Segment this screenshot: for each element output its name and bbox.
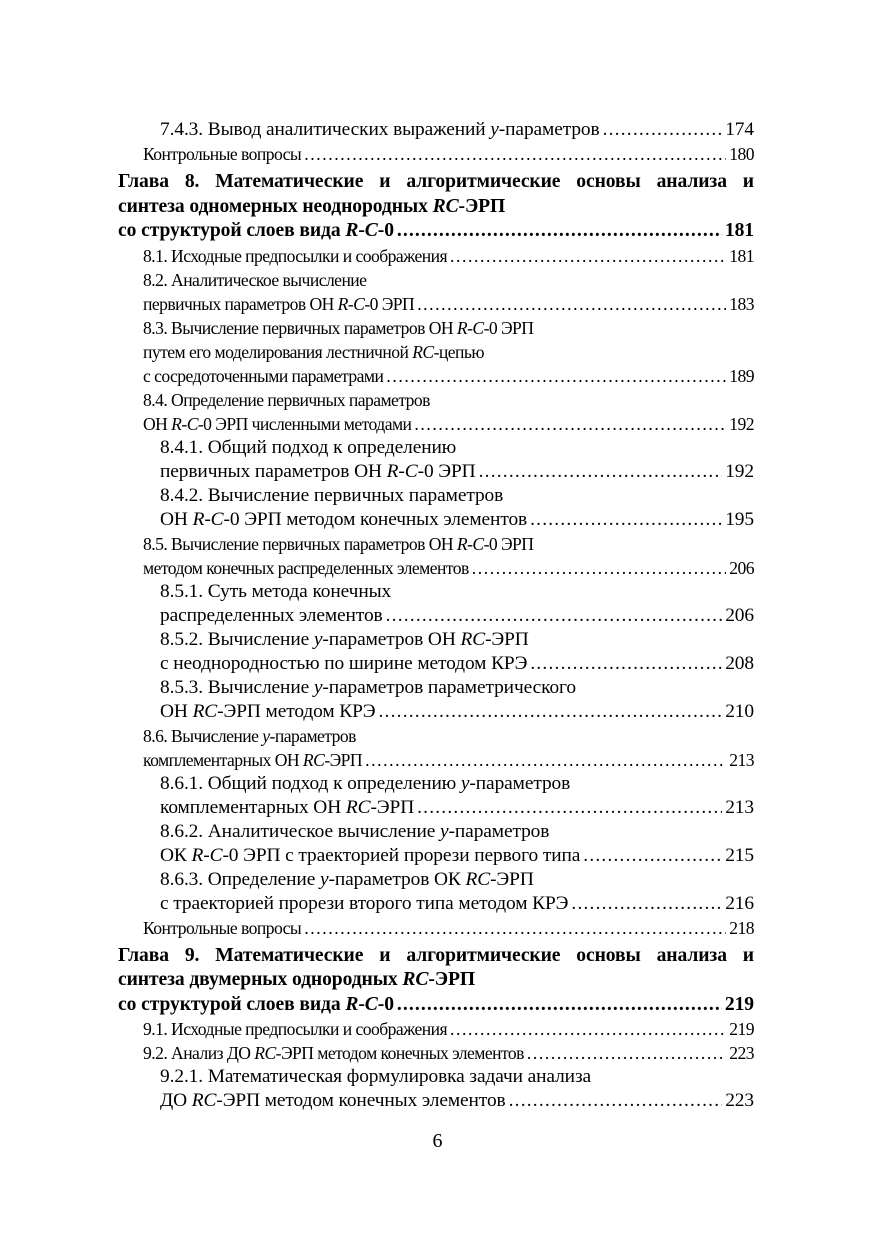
dot-leader bbox=[386, 364, 726, 388]
toc-entry[interactable] bbox=[118, 388, 754, 436]
toc-entry-title: 8.5.3. Вычисление y-параметров параметрического bbox=[160, 676, 577, 698]
toc-entry[interactable] bbox=[118, 532, 754, 580]
toc-entry-title: первичных параметров ОН R-C-0 ЭРП bbox=[143, 293, 415, 314]
toc-entry-title: распределенных элементов bbox=[160, 604, 383, 626]
toc-entry-line bbox=[118, 460, 754, 484]
toc-page-number: 223 bbox=[725, 1090, 754, 1111]
toc-entry-title: Контрольные вопросы bbox=[143, 917, 302, 938]
page-number: 6 bbox=[432, 1130, 443, 1152]
toc-entry-title: Контрольные вопросы bbox=[143, 144, 302, 164]
dot-leader bbox=[365, 748, 726, 772]
toc-entry-title: методом конечных распределенных элементов bbox=[143, 557, 469, 578]
toc-page-number: 183 bbox=[729, 293, 754, 314]
toc-entry-title: 8.4.1. Общий подход к определению bbox=[160, 436, 457, 458]
toc-page-number: 210 bbox=[725, 700, 754, 722]
toc-entry-line bbox=[118, 604, 754, 628]
toc-entry-line bbox=[118, 700, 754, 724]
toc-entry[interactable] bbox=[118, 724, 754, 772]
toc-entry-title: со структурой слоев вида R-C-0 bbox=[118, 993, 394, 1015]
toc-page-number: 206 bbox=[725, 604, 754, 626]
dot-leader bbox=[472, 556, 727, 580]
toc-entry-title: Глава 8. Математические и алгоритмические основы анализа и bbox=[118, 171, 754, 192]
toc-page-number: 208 bbox=[725, 652, 754, 674]
toc-entry-line bbox=[118, 219, 754, 244]
dot-leader bbox=[414, 412, 726, 436]
dot-leader bbox=[450, 244, 726, 268]
toc-entry-line bbox=[118, 993, 754, 1018]
toc-entry-title: 8.6. Вычисление y-параметров bbox=[143, 725, 356, 746]
toc-entry-title: со структурой слоев вида R-C-0 bbox=[118, 220, 394, 241]
toc-entry-title: 8.4. Определение первичных параметров bbox=[143, 389, 430, 410]
toc-entry-title: путем его моделирования лестничной RC-цепью bbox=[143, 341, 484, 362]
toc-entry-title: ОН RC-ЭРП методом КРЭ bbox=[160, 700, 376, 722]
toc-entry-title: 8.1. Исходные предпосылки и соображения bbox=[143, 245, 448, 266]
toc-page-number: 180 bbox=[729, 144, 754, 164]
toc-entry-title: 9.1. Исходные предпосылки и соображения bbox=[143, 1019, 448, 1039]
toc-entry-line bbox=[118, 292, 754, 316]
toc-entry[interactable] bbox=[118, 820, 754, 868]
toc-entry-title: синтеза двумерных однородных RC-ЭРП bbox=[118, 969, 475, 990]
toc-entry-line bbox=[118, 772, 754, 796]
toc-entry-title: ОН R-C-0 ЭРП численными методами bbox=[143, 413, 412, 434]
toc-entry-line bbox=[118, 748, 754, 772]
dot-leader bbox=[479, 460, 723, 484]
toc-entry-title: Глава 9. Математические и алгоритмические основы анализа и bbox=[118, 944, 754, 966]
toc-entry-title: 8.2. Аналитическое вычисление bbox=[143, 269, 367, 290]
toc-entry-title: первичных параметров ОН R-C-0 ЭРП bbox=[160, 460, 476, 482]
toc-entry-line bbox=[118, 1089, 754, 1113]
toc-page-number: 213 bbox=[725, 796, 754, 818]
toc-entry-line bbox=[118, 868, 754, 892]
toc-entry-line bbox=[118, 195, 754, 220]
toc-entry-line bbox=[118, 142, 754, 166]
toc-entry-line bbox=[118, 724, 754, 748]
toc-entry-line bbox=[118, 508, 754, 532]
dot-leader bbox=[583, 844, 722, 868]
toc-entry-title: 9.2.1. Математическая формулировка задачи анализа bbox=[160, 1066, 592, 1087]
toc-entry-line bbox=[118, 532, 754, 556]
toc-entry-title: 8.5.1. Суть метода конечных bbox=[160, 580, 392, 602]
toc-entry[interactable] bbox=[118, 772, 754, 820]
toc-entry-line bbox=[118, 436, 754, 460]
toc-entry-line bbox=[118, 244, 754, 268]
toc-entry-line bbox=[118, 580, 754, 604]
dot-leader bbox=[397, 993, 722, 1018]
toc-entry-line bbox=[118, 268, 754, 292]
toc-entry-title: комплементарных ОН RC-ЭРП bbox=[143, 749, 363, 770]
toc-entry-title: 8.6.3. Определение y-параметров ОК RC-ЭРП bbox=[160, 868, 534, 890]
toc-entry-line bbox=[118, 968, 754, 993]
toc-entry-line bbox=[118, 628, 754, 652]
toc-entry-line bbox=[118, 916, 754, 940]
toc-entry[interactable] bbox=[118, 1017, 754, 1041]
dot-leader bbox=[450, 1017, 726, 1041]
toc-chapter-entry[interactable] bbox=[118, 170, 754, 244]
dot-leader bbox=[571, 892, 722, 916]
toc-page-number: 192 bbox=[725, 460, 754, 482]
toc-entry-line bbox=[118, 820, 754, 844]
toc-page-number: 216 bbox=[725, 892, 754, 914]
toc-page-number: 189 bbox=[729, 365, 754, 386]
dot-leader bbox=[603, 118, 723, 142]
toc-entry-title: 8.4.2. Вычисление первичных параметров bbox=[160, 484, 504, 506]
toc-entry[interactable] bbox=[118, 580, 754, 628]
toc-entry[interactable] bbox=[118, 1041, 754, 1065]
toc-entry-title: 8.6.2. Аналитическое вычисление y-параметров bbox=[160, 820, 550, 842]
toc-entry-line bbox=[118, 556, 754, 580]
toc-entry-line bbox=[118, 944, 754, 969]
dot-leader bbox=[304, 142, 726, 166]
toc-entry-title: ОН R-C-0 ЭРП методом конечных элементов bbox=[160, 508, 528, 530]
dot-leader bbox=[379, 700, 723, 724]
toc-page-number: 195 bbox=[725, 508, 754, 530]
toc-entry-line bbox=[118, 796, 754, 820]
dot-leader bbox=[417, 292, 726, 316]
toc-chapter-entry[interactable] bbox=[118, 944, 754, 1018]
toc-page-number: 219 bbox=[729, 1019, 754, 1039]
toc-entry-line bbox=[118, 844, 754, 868]
toc-entry[interactable] bbox=[118, 868, 754, 916]
toc-page-number: 206 bbox=[729, 557, 754, 578]
toc-entry[interactable] bbox=[118, 316, 754, 388]
toc-entry-line bbox=[118, 1041, 754, 1065]
toc-entry[interactable] bbox=[118, 916, 754, 940]
toc-page-number: 181 bbox=[724, 220, 754, 241]
dot-leader bbox=[530, 652, 722, 676]
toc-entry-title: 9.2. Анализ ДО RC-ЭРП методом конечных элементов bbox=[143, 1043, 524, 1063]
toc-entry-line bbox=[118, 484, 754, 508]
dot-leader bbox=[417, 796, 722, 820]
toc-entry-title: с траекторией прорези второго типа методом КРЭ bbox=[160, 892, 569, 914]
toc-entry-line bbox=[118, 1017, 754, 1041]
toc-page-number: 174 bbox=[725, 119, 754, 140]
toc-entry[interactable] bbox=[118, 142, 754, 166]
toc-entry-title: 8.3. Вычисление первичных параметров ОН R-C-0 ЭРП bbox=[143, 317, 534, 338]
toc-page-number: 181 bbox=[729, 245, 754, 266]
dot-leader bbox=[527, 1041, 726, 1065]
toc-entry-title: 8.5. Вычисление первичных параметров ОН R-C-0 ЭРП bbox=[143, 533, 534, 554]
toc-page-number: 213 bbox=[729, 749, 754, 770]
toc-entry-title: ОК R-C-0 ЭРП с траекторией прорези первого типа bbox=[160, 844, 581, 866]
toc-entry-line bbox=[118, 170, 754, 195]
toc-entry[interactable] bbox=[118, 118, 754, 142]
toc-entry[interactable] bbox=[118, 676, 754, 724]
toc-entry-line bbox=[118, 118, 754, 142]
toc-entry-title: 8.5.2. Вычисление y-параметров ОН RC-ЭРП bbox=[160, 628, 529, 650]
toc-page-number: 192 bbox=[729, 413, 754, 434]
toc-entry-line bbox=[118, 892, 754, 916]
toc-entry-line bbox=[118, 364, 754, 388]
toc-page-number: 218 bbox=[729, 917, 754, 938]
dot-leader bbox=[530, 508, 722, 532]
dot-leader bbox=[304, 916, 726, 940]
toc-entry-line bbox=[118, 652, 754, 676]
toc-entry[interactable] bbox=[118, 268, 754, 316]
toc-page-number: 215 bbox=[725, 844, 754, 866]
toc-entry[interactable] bbox=[118, 436, 754, 484]
toc-entry-line bbox=[118, 316, 754, 340]
toc-entry-title: синтеза одномерных неоднородных RC-ЭРП bbox=[118, 195, 506, 217]
toc-entry-line bbox=[118, 412, 754, 436]
toc-entry-title: ДО RC-ЭРП методом конечных элементов bbox=[160, 1090, 506, 1111]
toc-entry-line bbox=[118, 388, 754, 412]
toc-entry[interactable] bbox=[118, 1065, 754, 1113]
toc-entry-line bbox=[118, 676, 754, 700]
toc-entry-title: комплементарных ОН RC-ЭРП bbox=[160, 796, 415, 818]
dot-leader bbox=[397, 219, 722, 244]
toc-page-number: 219 bbox=[724, 993, 754, 1015]
toc-entry-title: 7.4.3. Вывод аналитических выражений y-параметров bbox=[160, 119, 600, 140]
toc-entry-title: 8.6.1. Общий подход к определению y-параметров bbox=[160, 772, 571, 794]
toc-entry-title: с неоднородностью по ширине методом КРЭ bbox=[160, 652, 528, 674]
toc-entry-line bbox=[118, 1065, 754, 1089]
table-of-contents bbox=[118, 118, 754, 1113]
toc-entry-line bbox=[118, 340, 754, 364]
toc-page-number: 223 bbox=[729, 1043, 754, 1063]
toc-entry[interactable] bbox=[118, 484, 754, 532]
toc-entry[interactable] bbox=[118, 244, 754, 268]
dot-leader bbox=[386, 604, 723, 628]
toc-entry[interactable] bbox=[118, 628, 754, 676]
dot-leader bbox=[509, 1089, 723, 1113]
toc-entry-title: с сосредоточенными параметрами bbox=[143, 365, 384, 386]
